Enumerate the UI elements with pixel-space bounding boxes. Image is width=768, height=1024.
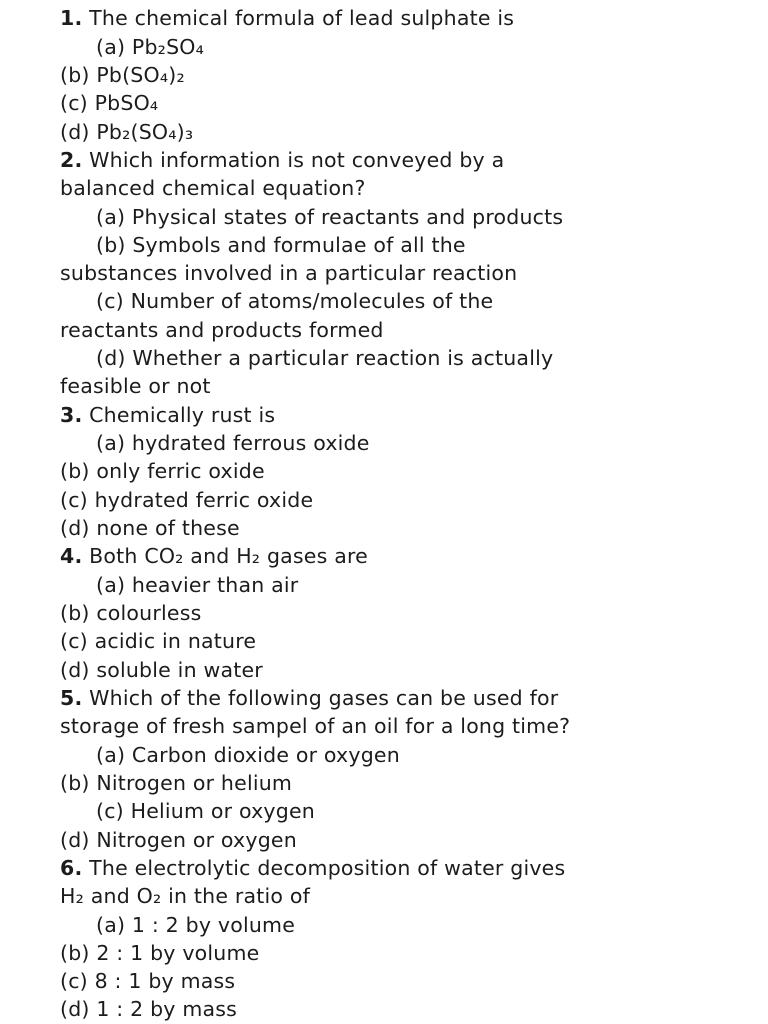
option-label: (a) (96, 743, 126, 767)
option-6c (60, 967, 762, 995)
option-4b (60, 599, 762, 627)
question-text: The chemical formula of lead sulphate is (89, 6, 515, 30)
question-text: storage of fresh sampel of an oil for a long time? (60, 714, 571, 738)
question-number: 1. (60, 6, 83, 30)
option-text: hydrated ferrous oxide (131, 431, 370, 455)
option-4c (60, 627, 762, 655)
option-6d (60, 995, 762, 1023)
option-4d (60, 656, 762, 684)
option-text: Number of atoms/molecules of the (130, 289, 494, 313)
option-label: (a) (96, 913, 126, 937)
question-text: Which of the following gases can be used for (89, 686, 559, 710)
option-3b (60, 457, 762, 485)
option-text: Whether a particular reaction is actually (132, 346, 554, 370)
option-label: (c) (96, 799, 124, 823)
option-label: (c) (60, 629, 88, 653)
option-6a (96, 911, 762, 939)
option-1b (60, 61, 762, 89)
question-1 (60, 4, 762, 32)
option-label: (a) (96, 205, 126, 229)
option-text: hydrated ferric oxide (94, 488, 314, 512)
option-6b (60, 939, 762, 967)
option-label: (b) (60, 601, 90, 625)
option-2b-cont (60, 259, 762, 287)
question-text: Which information is not conveyed by a (89, 148, 505, 172)
option-1d (60, 118, 762, 146)
option-text: 1 : 2 by mass (96, 997, 238, 1021)
option-3d (60, 514, 762, 542)
option-text: PbSO₄ (94, 91, 159, 115)
question-5-cont (60, 712, 762, 740)
option-label: (b) (60, 941, 90, 965)
option-text: feasible or not (60, 374, 211, 398)
option-text: Pb₂(SO₄)₃ (96, 120, 194, 144)
option-label: (d) (60, 658, 90, 682)
question-text: balanced chemical equation? (60, 176, 366, 200)
option-5c (96, 797, 762, 825)
question-6-cont (60, 882, 762, 910)
option-label: (b) (60, 771, 90, 795)
option-text: soluble in water (96, 658, 263, 682)
option-text: 2 : 1 by volume (96, 941, 260, 965)
option-2d-cont (60, 372, 762, 400)
option-text: Physical states of reactants and products (131, 205, 564, 229)
option-text: acidic in nature (94, 629, 257, 653)
option-2c-cont (60, 316, 762, 344)
option-text: Pb(SO₄)₂ (96, 63, 185, 87)
option-text: Nitrogen or helium (96, 771, 293, 795)
option-text: reactants and products formed (60, 318, 384, 342)
option-label: (a) (96, 35, 126, 59)
question-5 (60, 684, 762, 712)
option-label: (d) (96, 346, 126, 370)
question-2 (60, 146, 762, 174)
option-label: (b) (60, 459, 90, 483)
question-6 (60, 854, 762, 882)
question-number: 3. (60, 403, 83, 427)
option-3c (60, 486, 762, 514)
option-1c (60, 89, 762, 117)
option-text: heavier than air (131, 573, 299, 597)
question-number: 2. (60, 148, 83, 172)
option-text: Symbols and formulae of all the (132, 233, 466, 257)
option-3a (96, 429, 762, 457)
option-2c (96, 287, 762, 315)
option-label: (c) (60, 91, 88, 115)
option-text: Helium or oxygen (130, 799, 315, 823)
option-text: colourless (96, 601, 202, 625)
question-4 (60, 542, 762, 570)
option-text: Pb₂SO₄ (131, 35, 205, 59)
option-label: (a) (96, 573, 126, 597)
option-label: (c) (96, 289, 124, 313)
question-text: The electrolytic decomposition of water gives (89, 856, 566, 880)
question-3 (60, 401, 762, 429)
option-2b (96, 231, 762, 259)
option-5a (96, 741, 762, 769)
option-label: (d) (60, 828, 90, 852)
option-label: (d) (60, 516, 90, 540)
option-text: 1 : 2 by volume (131, 913, 296, 937)
option-text: Carbon dioxide or oxygen (131, 743, 400, 767)
option-text: substances involved in a particular reaction (60, 261, 518, 285)
option-label: (b) (60, 63, 90, 87)
option-5d (60, 826, 762, 854)
question-text: Both CO₂ and H₂ gases are (89, 544, 368, 568)
question-text: H₂ and O₂ in the ratio of (60, 884, 311, 908)
option-label: (d) (60, 997, 90, 1021)
option-label: (c) (60, 488, 88, 512)
question-2-cont (60, 174, 762, 202)
option-label: (b) (96, 233, 126, 257)
question-text: Chemically rust is (89, 403, 276, 427)
option-1a (96, 33, 762, 61)
question-number: 4. (60, 544, 83, 568)
question-number: 6. (60, 856, 83, 880)
option-4a (96, 571, 762, 599)
option-2d (96, 344, 762, 372)
option-label: (d) (60, 120, 90, 144)
option-text: only ferric oxide (96, 459, 265, 483)
option-5b (60, 769, 762, 797)
option-text: Nitrogen or oxygen (96, 828, 297, 852)
option-2a (96, 203, 762, 231)
option-label: (c) (60, 969, 88, 993)
question-number: 5. (60, 686, 83, 710)
option-text: none of these (96, 516, 240, 540)
option-text: 8 : 1 by mass (94, 969, 236, 993)
option-label: (a) (96, 431, 126, 455)
